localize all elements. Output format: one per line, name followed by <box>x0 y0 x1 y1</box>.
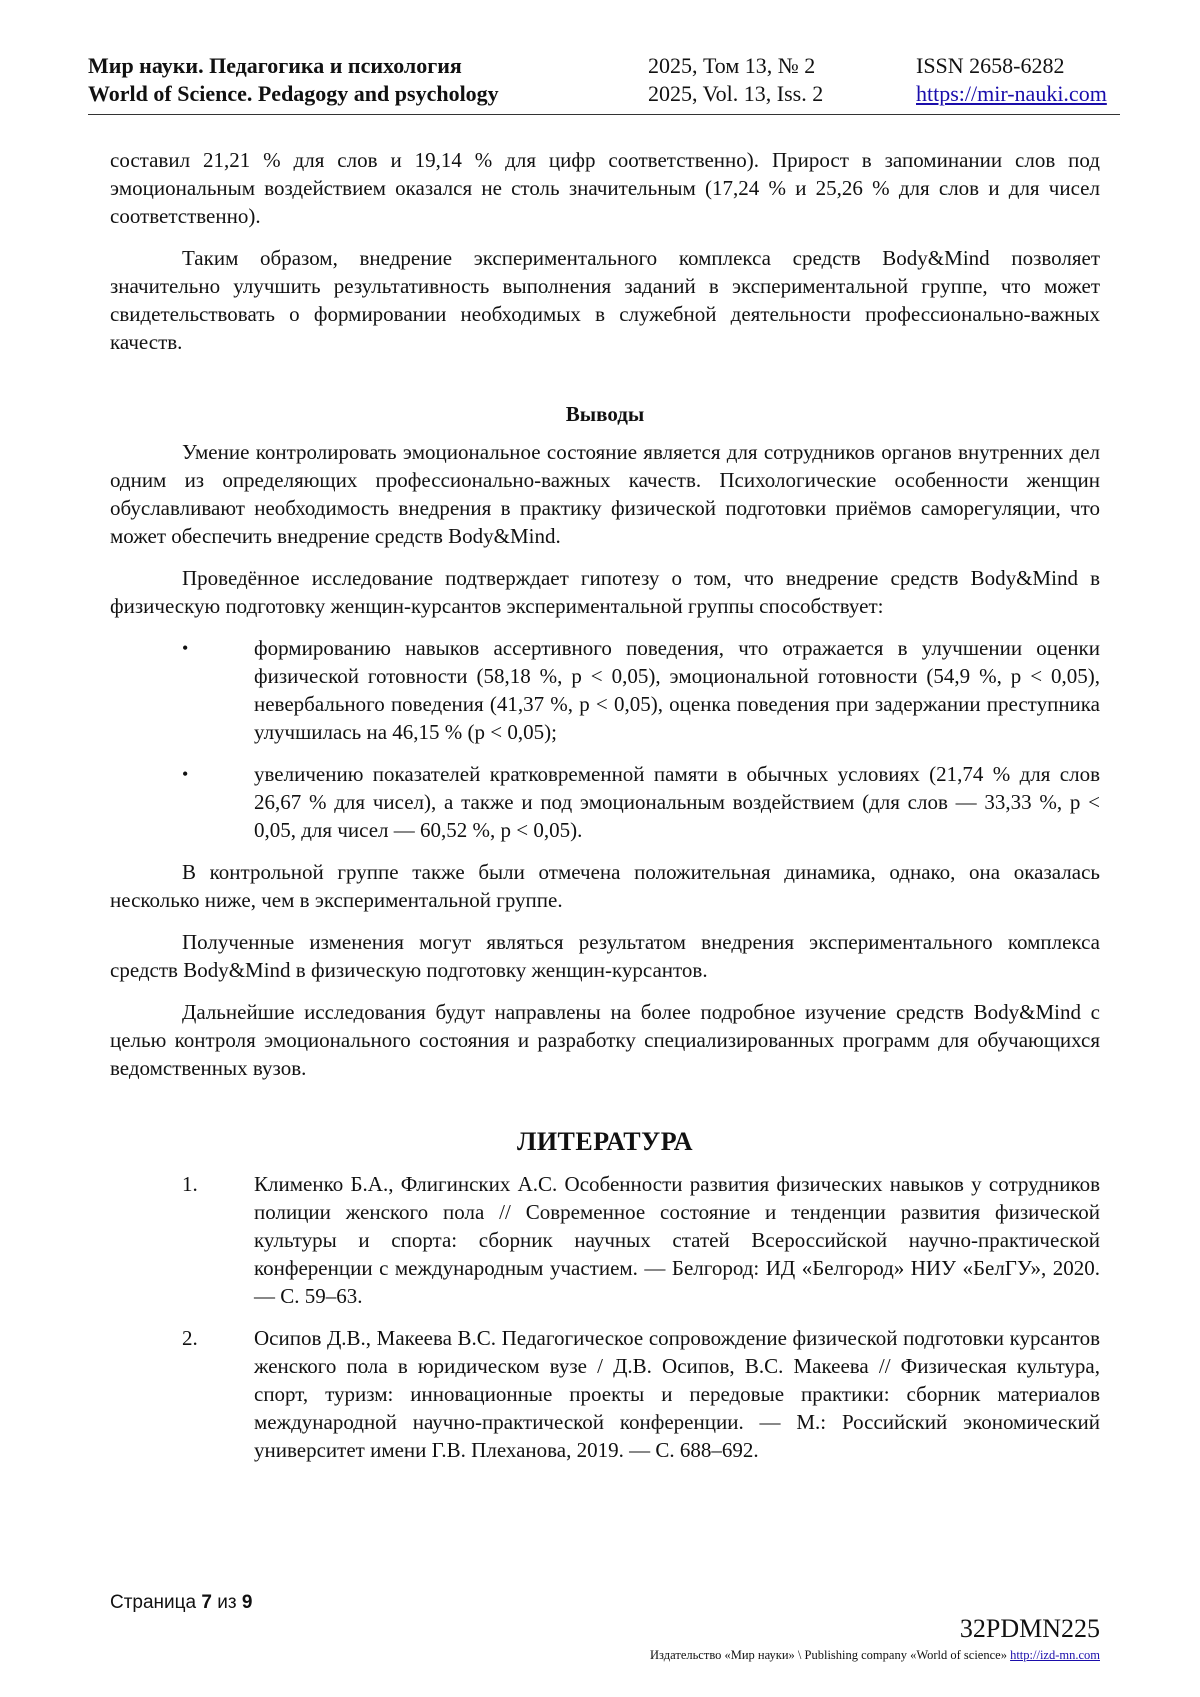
section-title-literature: ЛИТЕРАТУРА <box>516 1127 694 1156</box>
page-number <box>110 1592 252 1614</box>
reference-number: 1. <box>182 1172 198 1196</box>
conclusions-paragraph-3: В контрольной группе также были отмечена положительная динамика, однако, она оказалась несколько ниже, чем в экспериментальной группе. <box>110 860 1100 912</box>
page-current: 7 <box>201 1592 212 1613</box>
volume-en: 2025, Vol. 13, Iss. 2 <box>648 81 824 106</box>
issn: ISSN 2658-6282 <box>916 53 1065 78</box>
section-title-conclusions: Выводы <box>565 402 645 426</box>
journal-title-ru: Мир науки. Педагогика и психология <box>88 53 462 78</box>
reference-text: Осипов Д.В., Макеева В.С. Педагогическое сопровождение физической подготовки курсантов женского пола в юридическом вузе / Д.В. Осипов, В.С. Макеева // Физическая культура, спорт, туризм: инновационные проекты и передовые практики: сборник материалов международной научно-практической конференции. — М.: Российский экономический университет имени Г.В. Плеханова, 2019. — С. 688–692. <box>254 1326 1100 1462</box>
list-item <box>110 760 1100 844</box>
paragraph-continuation: составил 21,21 % для слов и 19,14 % для цифр соответственно). Прирост в запоминании слов под эмоциональным воздействием оказался не столь значительным (17,24 % и 25,26 % для слов и для чисел соответственно). <box>110 148 1100 228</box>
list-item <box>110 634 1100 746</box>
publisher-line <box>650 1648 1100 1663</box>
conclusions-paragraph-2: Проведённое исследование подтверждает гипотезу о том, что внедрение средств Body&Mind в физическую подготовку женщин-курсантов экспериментальной группы способствует: <box>110 566 1100 618</box>
reference-list <box>110 1170 1100 1464</box>
bullet-icon: • <box>182 764 189 784</box>
volume-info <box>648 52 823 108</box>
journal-title-en: World of Science. Pedagogy and psychology <box>88 81 499 106</box>
page-word: Страница <box>110 1592 197 1613</box>
reference-item <box>110 1170 1100 1310</box>
publisher-text: Издательство «Мир науки» \ Publishing company «World of science» <box>650 1648 1007 1662</box>
page-of: из <box>217 1592 237 1613</box>
reference-text: Клименко Б.А., Флигинских А.С. Особенности развития физических навыков у сотрудников полиции женского пола // Современное состояние и тенденции развития физической культуры и спорта: сборник научных статей Всероссийской научно-практической конференции с международным участием. — Белгород: ИД «Белгород» НИУ «БелГУ», 2020. — С. 59–63. <box>254 1172 1100 1308</box>
conclusions-paragraph-4: Полученные изменения могут являться результатом внедрения экспериментального комплекса средств Body&Mind в физическую подготовку женщин-курсантов. <box>110 930 1100 982</box>
journal-title <box>88 52 499 108</box>
page-total: 9 <box>241 1592 253 1613</box>
issn-block <box>916 52 1107 108</box>
journal-url-link[interactable]: https://mir-nauki.com <box>916 81 1107 106</box>
conclusions-paragraph-5: Дальнейшие исследования будут направлены на более подробное изучение средств Body&Mind с целью контроля эмоционального состояния и разработку специализированных программ для обучающихся ведомственных вузов. <box>110 1000 1100 1080</box>
conclusions-paragraph-1: Умение контролировать эмоциональное состояние является для сотрудников органов внутренних дел одним из определяющих профессионально-важных качеств. Психологические особенности женщин обуславливают необходимость внедрения в практику физической подготовки приёмов саморегуляции, что может обеспечить внедрение средств Body&Mind. <box>110 440 1100 548</box>
bullet-icon: • <box>182 638 189 658</box>
journal-header <box>88 52 1120 115</box>
conclusions-bullet-list <box>110 634 1100 844</box>
reference-number: 2. <box>182 1326 198 1350</box>
reference-item <box>110 1324 1100 1464</box>
volume-ru: 2025, Том 13, № 2 <box>648 53 816 78</box>
article-body <box>110 146 1100 1478</box>
publisher-url-link[interactable]: http://izd-mn.com <box>1010 1648 1100 1662</box>
bullet-text: увеличению показателей кратковременной памяти в обычных условиях (21,74 % для слов 26,67 % для чисел), а также и под эмоциональным воздействием (для слов — 33,33 %, р < 0,05, для чисел — 60,52 %, р < 0,05). <box>254 762 1100 842</box>
bullet-text: формированию навыков ассертивного поведения, что отражается в улучшении оценки физической готовности (58,18 %, р < 0,05), эмоциональной готовности (54,9 %, р < 0,05), невербального поведения (41,37 %, р < 0,05), оценка поведения при задержании преступника улучшилась на 46,15 % (р < 0,05); <box>254 636 1100 744</box>
paragraph-summary: Таким образом, внедрение экспериментального комплекса средств Body&Mind позволяет значительно улучшить результативность выполнения заданий в экспериментальной группе, что может свидетельствовать о формировании необходимых в служебной деятельности профессионально-важных качеств. <box>110 246 1100 354</box>
article-code: 32PDMN225 <box>959 1614 1100 1643</box>
